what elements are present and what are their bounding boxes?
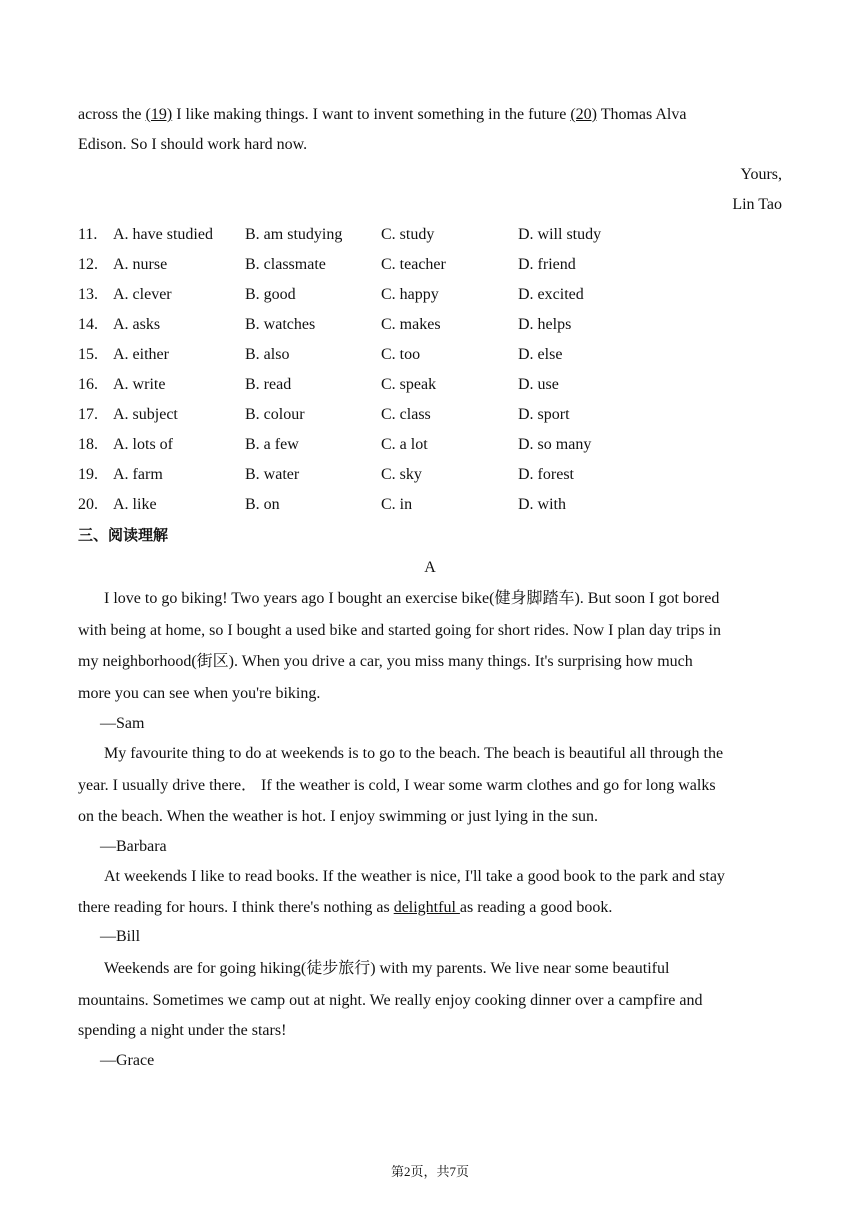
letter-closing: Yours,	[740, 166, 782, 183]
option-c: C. study	[381, 226, 435, 243]
option-a: A. nurse	[113, 256, 168, 273]
option-a: A. have studied	[113, 226, 213, 243]
letter-line-1	[78, 104, 686, 126]
option-d: D. with	[518, 496, 566, 513]
option-b: B. read	[245, 376, 292, 393]
sam-line-2: with being at home, so I bought a used bike and started going for short rides. Now I plan day trips in	[78, 622, 721, 639]
option-b: B. good	[245, 286, 296, 303]
option-b: B. watches	[245, 316, 316, 333]
option-b: B. also	[245, 346, 290, 363]
question-number: 18.	[78, 436, 98, 453]
letter-text: I like making things. I want to invent something in the future	[172, 106, 571, 123]
sam-name: —Sam	[100, 715, 145, 732]
option-a: A. like	[113, 496, 157, 513]
letter-text: Thomas Alva	[597, 106, 687, 123]
option-c: C. happy	[381, 286, 439, 303]
option-c: C. in	[381, 496, 413, 513]
question-number: 17.	[78, 406, 98, 423]
sam-line-1: I love to go biking! Two years ago I bought an exercise bike(健身脚踏车). But soon I got bored	[104, 590, 720, 607]
grace-name: —Grace	[100, 1052, 155, 1069]
grace-line-1: Weekends are for going hiking(徒步旅行) with my parents. We live near some beautiful	[104, 960, 670, 977]
option-d: D. else	[518, 346, 563, 363]
option-b: B. water	[245, 466, 300, 483]
option-c: C. too	[381, 346, 421, 363]
option-d: D. helps	[518, 316, 572, 333]
option-a: A. write	[113, 376, 166, 393]
sam-line-4: more you can see when you're biking.	[78, 685, 321, 702]
option-d: D. will study	[518, 226, 602, 243]
option-c: C. teacher	[381, 256, 446, 273]
option-b: B. colour	[245, 406, 305, 423]
option-a: A. either	[113, 346, 169, 363]
option-c: C. class	[381, 406, 431, 423]
option-c: C. makes	[381, 316, 441, 333]
option-a: A. clever	[113, 286, 172, 303]
bill-text: there reading for hours. I think there's nothing as	[78, 899, 394, 916]
option-d: D. excited	[518, 286, 584, 303]
option-c: C. sky	[381, 466, 422, 483]
question-number: 16.	[78, 376, 98, 393]
blank-20: (20)	[570, 106, 597, 123]
option-a: A. lots of	[113, 436, 173, 453]
question-number: 13.	[78, 286, 98, 303]
grace-line-3: spending a night under the stars!	[78, 1022, 287, 1039]
question-number: 20.	[78, 496, 98, 513]
barbara-name: —Barbara	[100, 838, 167, 855]
letter-signature: Lin Tao	[732, 196, 782, 213]
bill-name: —Bill	[100, 928, 141, 945]
bill-line-2	[78, 897, 612, 919]
letter-line-2: Edison. So I should work hard now.	[78, 136, 308, 153]
option-d: D. sport	[518, 406, 570, 423]
page-number: 第2页，共7页	[390, 1164, 469, 1179]
option-c: C. speak	[381, 376, 437, 393]
underlined-word-delightful: delightful	[393, 899, 460, 916]
option-b: B. am studying	[245, 226, 343, 243]
grace-line-2: mountains. Sometimes we camp out at night. We really enjoy cooking dinner over a campfire and	[78, 992, 703, 1009]
question-number: 14.	[78, 316, 98, 333]
option-a: A. farm	[113, 466, 163, 483]
option-d: D. friend	[518, 256, 576, 273]
sam-line-3: my neighborhood(街区). When you drive a car, you miss many things. It's surprising how much	[78, 653, 693, 670]
section-title: 三、阅读理解	[78, 526, 169, 544]
barbara-line-1: My favourite thing to do at weekends is to go to the beach. The beach is beautiful all through the	[104, 745, 724, 762]
barbara-line-2: year. I usually drive there． If the weather is cold, I wear some warm clothes and go for long walks	[78, 777, 716, 794]
bill-line-1: At weekends I like to read books. If the weather is nice, I'll take a good book to the park and stay	[104, 868, 725, 885]
option-d: D. forest	[518, 466, 574, 483]
option-d: D. use	[518, 376, 559, 393]
option-b: B. on	[245, 496, 280, 513]
option-b: B. a few	[245, 436, 299, 453]
question-number: 15.	[78, 346, 98, 363]
bill-text: as reading a good book.	[459, 899, 613, 916]
question-number: 19.	[78, 466, 98, 483]
option-a: A. subject	[113, 406, 178, 423]
blank-19: (19)	[145, 106, 173, 123]
option-d: D. so many	[518, 436, 592, 453]
letter-text: across the	[78, 106, 146, 123]
question-number: 12.	[78, 256, 98, 273]
question-number: 11.	[78, 226, 98, 243]
barbara-line-3: on the beach. When the weather is hot. I enjoy swimming or just lying in the sun.	[78, 808, 599, 825]
option-c: C. a lot	[381, 436, 428, 453]
option-b: B. classmate	[245, 256, 326, 273]
option-a: A. asks	[113, 316, 161, 333]
passage-label: A	[424, 559, 436, 576]
